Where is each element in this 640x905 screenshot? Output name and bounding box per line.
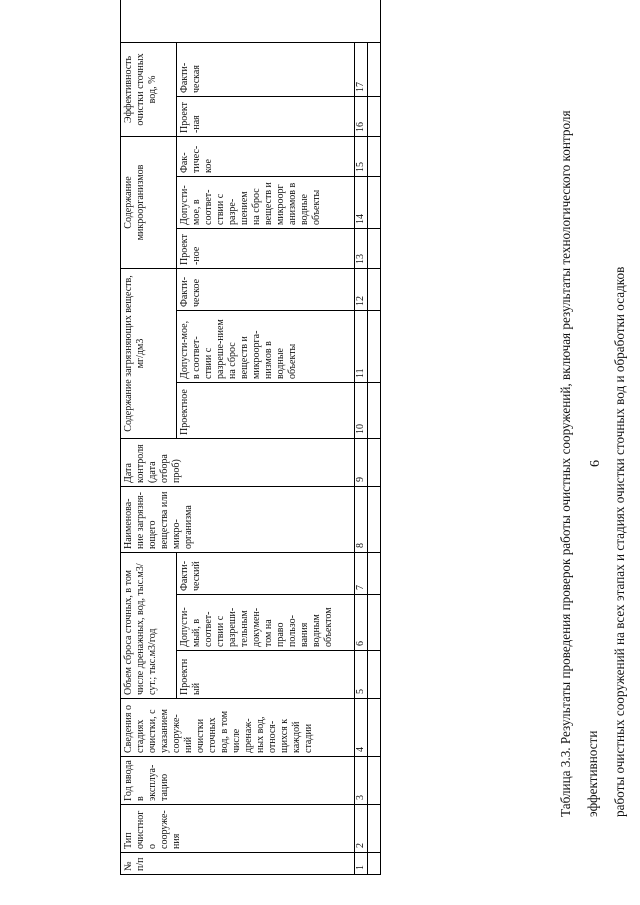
empty-cell bbox=[368, 438, 381, 486]
empty-cell bbox=[368, 757, 381, 805]
extra-column bbox=[121, 0, 381, 42]
empty-cell bbox=[368, 310, 381, 382]
empty-cell bbox=[368, 486, 381, 552]
header-efficiency-actual: Факти-ческая bbox=[177, 42, 355, 96]
column-number: 3 bbox=[355, 757, 368, 805]
header-pollutant-content: Содержание загрязняющих веществ, мг/дм3 bbox=[121, 268, 177, 438]
header-micro-actual: Фак-тичес-кое bbox=[177, 136, 355, 176]
column-number: 6 bbox=[355, 595, 368, 651]
empty-cell bbox=[368, 552, 381, 594]
empty-cell bbox=[368, 96, 381, 136]
header-efficiency: Эффективность очистки сточных вод, % bbox=[121, 42, 177, 136]
column-number: 14 bbox=[355, 176, 368, 228]
empty-cell bbox=[368, 42, 381, 96]
header-treatment-stages: Сведения о стадиях очистки, с указанием сооруже-ний очистки сточных вод, в том числе дренаж-ных вод, относя-щихся к каждой стадии bbox=[121, 699, 355, 757]
header-efficiency-design: Проект-ная bbox=[177, 96, 355, 136]
header-microorganism-content: Содержание микроорганизмов bbox=[121, 136, 177, 268]
empty-cell bbox=[368, 595, 381, 651]
column-number: 12 bbox=[355, 268, 368, 310]
column-number: 9 bbox=[355, 438, 368, 486]
column-number: 11 bbox=[355, 310, 368, 382]
column-number-row bbox=[355, 0, 368, 875]
header-volume-permitted: Допусти-мый, в соответ-ствии с разреши-тельным докумен-том на право пользо-вания водным объектом bbox=[177, 595, 355, 651]
header-pollutant-design: Проектное bbox=[177, 382, 355, 438]
header-discharge-volume: Объем сброса сточных, в том числе дренажных, вод, тыс.м3/сут.; тыс.м3/год bbox=[121, 552, 177, 698]
empty-cell bbox=[368, 805, 381, 853]
column-number: 7 bbox=[355, 552, 368, 594]
header-commission-year: Год ввода в эксплуа-тацию bbox=[121, 757, 355, 805]
column-number: 2 bbox=[355, 805, 368, 853]
header-facility-type: Тип очистного сооруже-ния bbox=[121, 805, 355, 853]
column-number: 5 bbox=[355, 651, 368, 699]
column-number: 17 bbox=[355, 42, 368, 96]
header-volume-design: Проектный bbox=[177, 651, 355, 699]
column-number: 8 bbox=[355, 486, 368, 552]
header-pollutant-name: Наименова-ние загрязня-ющего вещества или микро-организма bbox=[121, 486, 355, 552]
empty-cell bbox=[368, 382, 381, 438]
empty-cell bbox=[368, 853, 381, 875]
header-control-date: Дата контроля (дата отбора проб) bbox=[121, 438, 355, 486]
results-table bbox=[120, 0, 381, 875]
column-number: 15 bbox=[355, 136, 368, 176]
empty-data-row bbox=[368, 0, 381, 875]
caption-line-2: работы очистных сооружений на всех этапах и стадиях очистки сточных вод и обработки осадков bbox=[612, 266, 627, 817]
empty-cell bbox=[368, 228, 381, 268]
empty-cell bbox=[368, 651, 381, 699]
empty-cell bbox=[368, 176, 381, 228]
empty-cell bbox=[368, 268, 381, 310]
column-number: 16 bbox=[355, 96, 368, 136]
column-number: 4 bbox=[355, 699, 368, 757]
empty-cell bbox=[368, 136, 381, 176]
header-pollutant-permitted: Допусти-мое, в соответ-ствии с разреше-нием на сброс веществ и микроорга-низмов в водные объекты bbox=[177, 310, 355, 382]
column-number: 10 bbox=[355, 382, 368, 438]
header-pollutant-actual: Факти-ческое bbox=[177, 268, 355, 310]
column-number: 13 bbox=[355, 228, 368, 268]
column-number: 1 bbox=[355, 853, 368, 875]
header-micro-design: Проект-ное bbox=[177, 228, 355, 268]
table-caption bbox=[552, 57, 633, 817]
page-number: 6 bbox=[588, 460, 603, 467]
caption-line-1: Таблица 3.3. Результаты проведения проверок работы очистных сооружений, включая результаты технологического контроля эффективности bbox=[558, 110, 600, 817]
empty-cell bbox=[368, 699, 381, 757]
header-volume-actual: Факти-ческий bbox=[177, 552, 355, 594]
header-micro-permitted: Допусти-мое, в соответ-ствии с разре-шением на сброс веществ и микроорг анизмов в водные объекты bbox=[177, 176, 355, 228]
header-number: № п/п bbox=[121, 853, 355, 875]
